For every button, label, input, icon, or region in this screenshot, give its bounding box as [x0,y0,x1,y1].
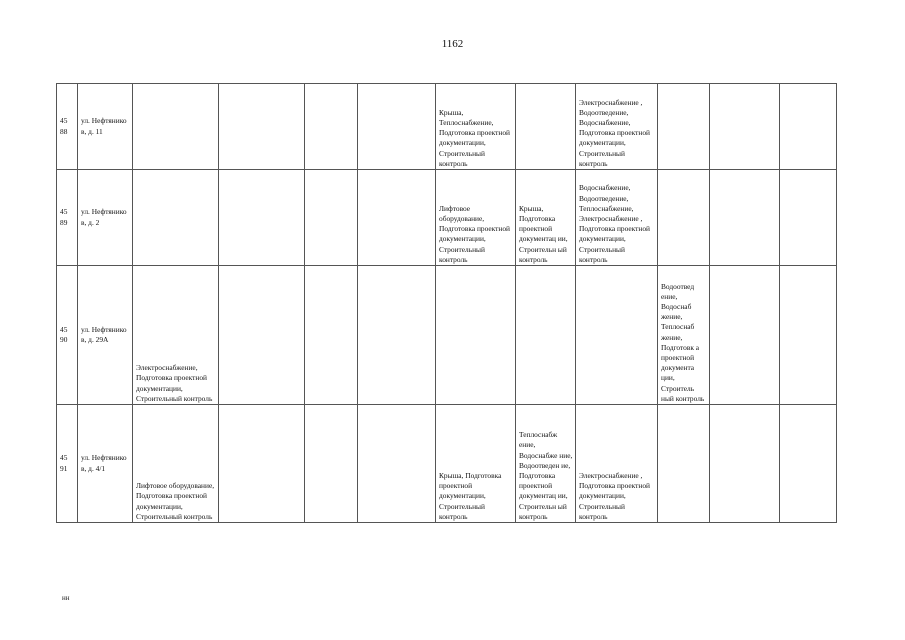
work-cell [780,84,837,170]
work-cell: Теплоснабж ение, Водоснабже ние, Водоотведен ие, Подготовка проектной документац ии, Строительн ый контроль [516,405,576,523]
table-row [57,266,837,405]
work-cell: Электроснабжение , Подготовка проектной документации, Строительный контроль [576,405,658,523]
work-cell: Водоотвед ение, Водоснаб жение, Теплоснаб жение, Подготовк а проектной документа ции, Строитель ный контроль [658,266,710,405]
work-cell [780,170,837,266]
work-cell [710,170,780,266]
work-cell [133,84,219,170]
work-cell [133,170,219,266]
work-cell [658,170,710,266]
row-number: 45 89 [57,170,78,266]
work-cell [710,84,780,170]
work-cell [780,266,837,405]
works-table [56,83,837,523]
work-cell [358,170,436,266]
work-cell: Крыша, Подготовка проектной документации, Строительный контроль [436,405,516,523]
work-cell [576,266,658,405]
work-cell [710,266,780,405]
work-cell: Лифтовое оборудование, Подготовка проектной документации, Строительный контроль [133,405,219,523]
work-cell [516,266,576,405]
address-cell: ул. Нефтянико в, д. 11 [78,84,133,170]
work-cell [658,84,710,170]
work-cell: Лифтовое оборудование, Подготовка проектной документации, Строительный контроль [436,170,516,266]
work-cell [305,84,358,170]
work-cell [436,266,516,405]
page-number: 1162 [441,38,464,50]
work-cell [358,405,436,523]
work-cell [710,405,780,523]
table-row [57,170,837,266]
work-cell [516,84,576,170]
row-number: 45 91 [57,405,78,523]
work-cell [219,84,305,170]
work-cell [219,405,305,523]
table-row [57,84,837,170]
work-cell: Электроснабжение , Водоотведение, Водоснабжение, Подготовка проектной документации, Строительный контроль [576,84,658,170]
address-cell: ул. Нефтянико в, д. 2 [78,170,133,266]
row-number: 45 88 [57,84,78,170]
work-cell [219,266,305,405]
work-cell [658,405,710,523]
work-cell [219,170,305,266]
address-cell: ул. Нефтянико в, д. 29А [78,266,133,405]
work-cell: Водоснабжение, Водоотведение, Теплоснабжение, Электроснабжение , Подготовка проектной документации, Строительный контроль [576,170,658,266]
footer-mark: нн [62,594,70,602]
table-row [57,405,837,523]
work-cell: Электроснабжение, Подготовка проектной документации, Строительный контроль [133,266,219,405]
work-cell [358,84,436,170]
work-cell: Крыша, Теплоснабжение, Подготовка проектной документации, Строительный контроль [436,84,516,170]
row-number: 45 90 [57,266,78,405]
work-cell [358,266,436,405]
address-cell: ул. Нефтянико в, д. 4/1 [78,405,133,523]
work-cell: Крыша, Подготовка проектной документац ии, Строительн ый контроль [516,170,576,266]
work-cell [780,405,837,523]
work-cell [305,266,358,405]
work-cell [305,170,358,266]
work-cell [305,405,358,523]
